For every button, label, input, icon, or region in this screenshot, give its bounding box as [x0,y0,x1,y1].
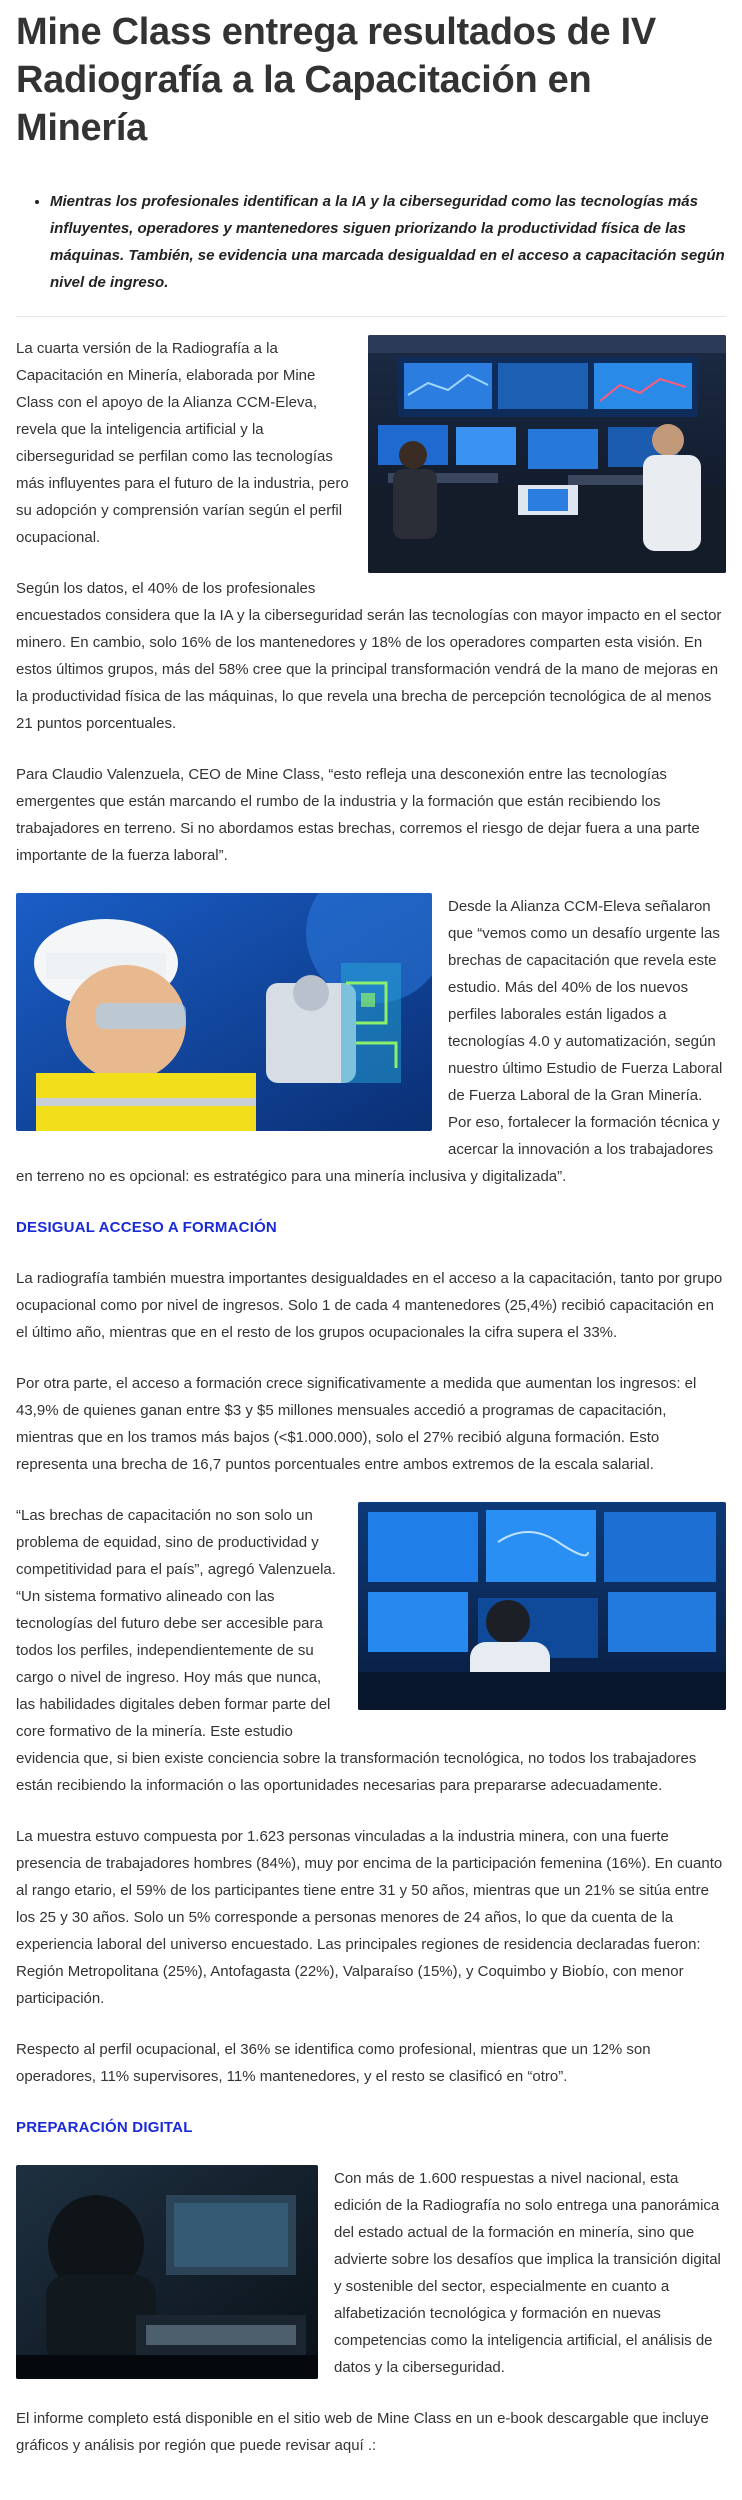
paragraph-alianza-quote: Desde la Alianza CCM-Eleva señalaron que “vemos como un desafío urgente las brechas de capacitación que revela este estudio. Más del 40% de los nuevos perfiles laborales están ligados a tecnologías 4.0 y automatización, según nuestro último Estudio de Fuerza Laboral de Fuerza Laboral de la Gran Minería. Por eso, fortalecer la formación técnica y acercar la innovación a los trabajadores en terreno no es opcional: es estratégico para una minería inclusiva y digitalizada”. [16,898,723,1185]
paragraph-ingresos: Por otra parte, el acceso a formación crece significativamente a medida que aumentan los ingresos: el 43,9% de quienes ganan entre $3 y $5 millones mensuales accedió a programas de capacitación, mientras que en los tramos más bajos (<$1.000.000), solo el 27% recibió alguna formación. Esto representa una brecha de 16,7 puntos porcentuales entre ambos extremos de la escala salarial. [16,1375,697,1473]
article-body [0,335,742,2459]
lead-summary [16,188,726,317]
control-room-photo [368,335,726,573]
paragraph-informe: El informe completo está disponible en el sitio web de Mine Class en un e-book descargable que incluye gráficos y análisis por región que puede revisar aquí .: [16,2410,709,2454]
paragraph-data: Según los datos, el 40% de los profesionales encuestados considera que la IA y la ciberseguridad serán las tecnologías con mayor impacto en el sector minero. En cambio, solo 16% de los mantenedores y 18% de los operadores comparten esta visión. En estos últimos grupos, más del 58% cree que la principal transformación vendrá de la mano de mejoras en la productividad física de las máquinas, lo que revela una brecha de percepción tecnológica de al menos 21 puntos porcentuales. [16,580,722,732]
section-heading-acceso: DESIGUAL ACCESO A FORMACIÓN [16,1219,277,1236]
paragraph-quote-ceo: Para Claudio Valenzuela, CEO de Mine Class, “esto refleja una desconexión entre las tecnologías emergentes que están marcando el rumbo de la industria y la formación que están recibiendo los trabajadores en terreno. Si no abordamos estas brechas, corremos el riesgo de dejar fuera a una parte importante de la fuerza laboral”. [16,766,700,864]
paragraph-muestra: La muestra estuvo compuesta por 1.623 personas vinculadas a la industria minera, con una fuerte presencia de trabajadores hombres (84%), muy por encima de la participación femenina (16%). En cuanto al rango etario, el 59% de los participantes tiene entre 31 y 50 años, mientras que un 21% se sitúa entre los 25 y 30 años. Solo un 5% corresponde a personas menores de 24 años, lo que da cuenta de la experiencia laboral del universo encuestado. Las principales regiones de residencia declaradas fueron: Región Metropolitana (25%), Antofagasta (22%), Valparaíso (15%), y Coquimbo y Biobío, con menor participación. [16,1828,723,2007]
lead-list [16,188,726,296]
section-heading-digital: PREPARACIÓN DIGITAL [16,2119,193,2136]
hacker-illustration [16,2165,318,2379]
paragraph-respuestas: Con más de 1.600 respuestas a nivel nacional, esta edición de la Radiografía no solo entrega una panorámica del estado actual de la formación en minería, sino que advierte sobre los desafíos que implica la transición digital y sostenible del sector, especialmente en cuanto a alfabetización tecnológica y formación en nuevas competencias como la inteligencia artificial, el análisis de datos y la ciberseguridad. [334,2170,721,2376]
operator-monitors-photo [358,1502,726,1710]
paragraph-desigualdades: La radiografía también muestra importantes desigualdades en el acceso a la capacitación, tanto por grupo ocupacional como por nivel de ingresos. Solo 1 de cada 4 mantenedores (25,4%) recibió capacitación en el último año, mientras que en el resto de los grupos ocupacionales la cifra supera el 33%. [16,1270,723,1341]
engineer-robot-illustration [16,893,432,1131]
engineer-robot-photo [16,893,432,1131]
paragraph-perfil: Respecto al perfil ocupacional, el 36% se identifica como profesional, mientras que un 12% son operadores, 11% supervisores, 11% mantenedores, y el resto se clasificó en “otro”. [16,2041,651,2085]
article-title: Mine Class entrega resultados de IV Radiografía a la Capacitación en Minería [16,11,656,149]
control-room-illustration [368,335,726,573]
hacker-photo [16,2165,318,2379]
lead-bullet: • Mientras los profesionales identifican a la IA y la ciberseguridad como las tecnologías más influyentes, operadores y mantenedores siguen priorizando la productividad física de las máquinas. También, se evidencia una marcada desigualdad en el acceso a capacitación según nivel de ingreso. [50,188,726,296]
operator-monitors-illustration [358,1502,726,1710]
paragraph-intro: La cuarta versión de la Radiografía a la Capacitación en Minería, elaborada por Mine Class con el apoyo de la Alianza CCM-Eleva, revela que la inteligencia artificial y la ciberseguridad se perfilan como las tecnologías más influyentes para el futuro de la industria, pero su adopción y comprensión varían según el perfil ocupacional. [16,340,349,546]
paragraph-quote-valenzuela: “Las brechas de capacitación no son solo un problema de equidad, sino de productividad y competitividad para el país”, agregó Valenzuela. “Un sistema formativo alineado con las tecnologías del futuro debe ser accesible para todos los perfiles, independientemente de su cargo o nivel de ingreso. Hoy más que nunca, las habilidades digitales deben formar parte del core formativo de la minería. Este estudio evidencia que, si bien existe conciencia sobre la transformación tecnológica, no todos los trabajadores están recibiendo la información o las oportunidades necesarias para prepararse adecuadamente. [16,1507,697,1794]
